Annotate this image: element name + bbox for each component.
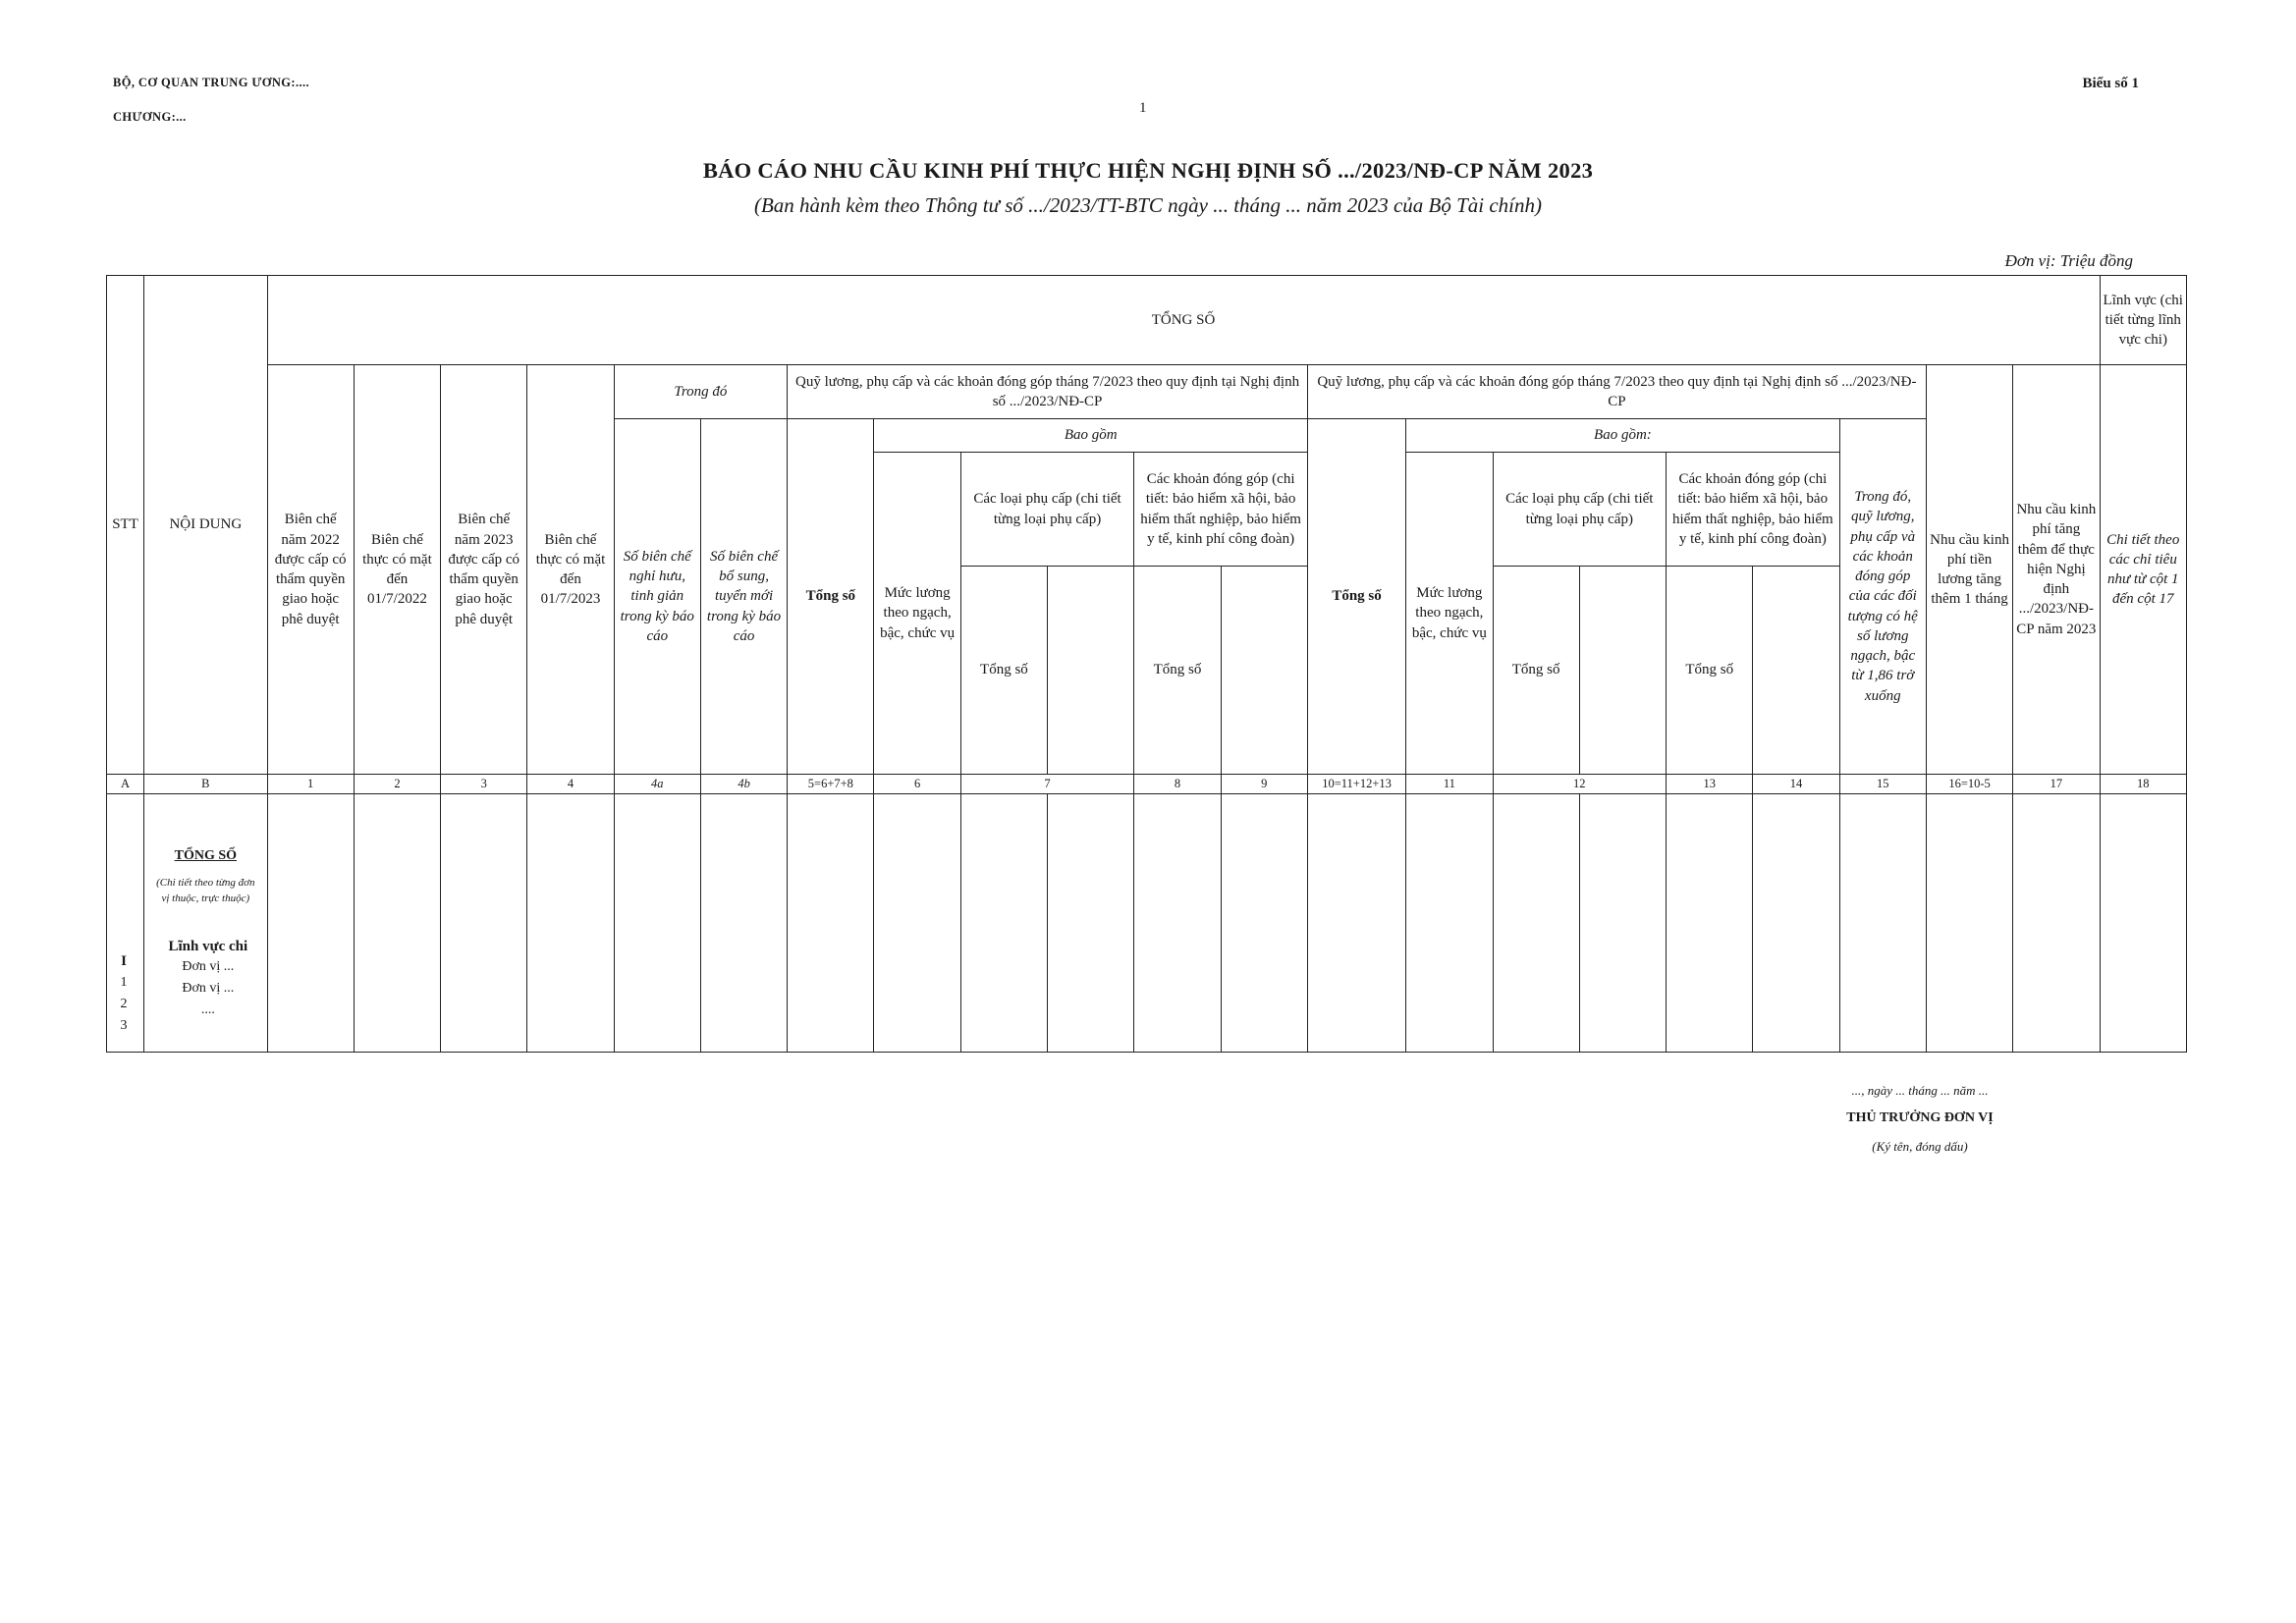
signature-date: ..., ngày ... tháng ... năm ... (1851, 1083, 1989, 1098)
agency-label: BỘ, CƠ QUAN TRUNG ƯƠNG:.... (113, 76, 310, 89)
header-col-14-detail (1753, 567, 1839, 775)
header-group-1: Quỹ lương, phụ cấp và các khoản đóng góp tháng 7/2023 theo quy định tại Nghị định số .../2023/NĐ-CP (788, 365, 1308, 419)
col-number: 4a (614, 775, 700, 794)
field-number: I (121, 953, 127, 970)
header-trong-do: Trong đó (614, 365, 788, 419)
header-col-1: Biên chế năm 2022 được cấp có thẩm quyền giao hoặc phê duyệt (267, 365, 354, 775)
col-number: 2 (354, 775, 440, 794)
header-col-12-detail (1579, 567, 1666, 775)
col-number: 18 (2100, 775, 2186, 794)
col-number: 7 (960, 775, 1134, 794)
unit-row-label: .... (200, 1002, 215, 1018)
data-cell (354, 793, 440, 1052)
body-stt-cell (107, 793, 144, 1052)
header-col-4: Biên chế thực có mặt đến 01/7/2023 (527, 365, 614, 775)
data-cell (1753, 793, 1839, 1052)
data-cell (2013, 793, 2100, 1052)
header-col-16: Nhu cầu kinh phí tiền lương tăng thêm 1 tháng (1926, 365, 2012, 775)
header-content: NỘI DUNG (144, 276, 267, 775)
header-col-8-total: Tổng số (1134, 567, 1221, 775)
document-subtitle: (Ban hành kèm theo Thông tư số .../2023/TT-BTC ngày ... tháng ... năm 2023 của Bộ Tài chính) (753, 193, 1543, 217)
col-number: 11 (1406, 775, 1493, 794)
header-col-13-14: Các khoản đóng góp (chi tiết: bảo hiểm xã hội, bảo hiểm thất nghiệp, bảo hiểm y tế, kinh phí công đoàn) (1667, 453, 1840, 567)
chapter-label: CHƯƠNG:... (113, 110, 187, 124)
data-cell (960, 793, 1047, 1052)
header-col-9-detail (1221, 567, 1307, 775)
header-bao-gom-1: Bao gồm (874, 419, 1307, 453)
header-col-13-total: Tổng số (1667, 567, 1753, 775)
data-cell (1667, 793, 1753, 1052)
header-group-2: Quỹ lương, phụ cấp và các khoản đóng góp tháng 7/2023 theo quy định tại Nghị định số .../2023/NĐ-CP (1307, 365, 1926, 419)
header-col-7-detail (1048, 567, 1134, 775)
document-title: BÁO CÁO NHU CẦU KINH PHÍ THỰC HIỆN NGHỊ ĐỊNH SỐ .../2023/NĐ-CP NĂM 2023 (702, 158, 1594, 183)
header-col-5: Tổng số (788, 419, 874, 775)
header-col-2: Biên chế thực có mặt đến 01/7/2022 (354, 365, 440, 775)
row-number: 2 (120, 996, 128, 1011)
data-cell (1926, 793, 2012, 1052)
col-number: 4b (700, 775, 787, 794)
header-col-12-total: Tổng số (1493, 567, 1579, 775)
col-number: 9 (1221, 775, 1307, 794)
table-body-row (107, 793, 2187, 1052)
form-number: Biểu số 1 (2082, 76, 2139, 91)
report-table (106, 275, 2187, 1053)
col-number: 1 (267, 775, 354, 794)
data-cell (788, 793, 874, 1052)
header-tong-so: TỔNG SỐ (267, 276, 2100, 365)
data-cell (1839, 793, 1926, 1052)
data-cell (1307, 793, 1405, 1052)
page-number: 1 (1139, 100, 1147, 116)
signature-note: (Ký tên, đóng dấu) (1872, 1139, 1968, 1154)
col-number: 17 (2013, 775, 2100, 794)
field-label: Lĩnh vực chi (168, 939, 248, 955)
unit-row-label: Đơn vị ... (182, 981, 235, 997)
header-col-3: Biên chế năm 2023 được cấp có thẩm quyền giao hoặc phê duyệt (441, 365, 527, 775)
data-cell (527, 793, 614, 1052)
total-note: (Chi tiết theo từng đơn vị thuộc, trực thuộc) (156, 877, 255, 905)
header-bao-gom-2: Bao gồm: (1406, 419, 1839, 453)
unit-label: Đơn vị: Triệu đồng (2004, 251, 2133, 270)
data-cell (2100, 793, 2186, 1052)
col-number: 5=6+7+8 (788, 775, 874, 794)
data-cell (1579, 793, 1666, 1052)
col-number: 4 (527, 775, 614, 794)
data-cell (700, 793, 787, 1052)
col-number: A (107, 775, 144, 794)
header-col-11: Mức lương theo ngạch, bậc, chức vụ (1406, 453, 1493, 775)
col-number: 14 (1753, 775, 1839, 794)
header-col-12: Các loại phụ cấp (chi tiết từng loại phụ cấp) (1493, 453, 1667, 567)
header-col-7-total: Tổng số (960, 567, 1047, 775)
col-number: B (144, 775, 267, 794)
col-number: 16=10-5 (1926, 775, 2012, 794)
body-content-cell (144, 793, 267, 1052)
data-cell (1406, 793, 1493, 1052)
data-cell (874, 793, 960, 1052)
unit-row-label: Đơn vị ... (182, 959, 235, 975)
data-cell (1493, 793, 1579, 1052)
header-stt: STT (107, 276, 144, 775)
col-number: 15 (1839, 775, 1926, 794)
row-number: 1 (120, 974, 128, 990)
header-col-7: Các loại phụ cấp (chi tiết từng loại phụ cấp) (960, 453, 1134, 567)
header-col-17: Nhu cầu kinh phí tăng thêm để thực hiện Nghị định .../2023/NĐ-CP năm 2023 (2013, 365, 2100, 775)
data-cell (1221, 793, 1307, 1052)
header-field: Lĩnh vực (chi tiết từng lĩnh vực chi) (2100, 276, 2186, 365)
data-cell (1134, 793, 1221, 1052)
data-cell (267, 793, 354, 1052)
header-col-10: Tổng số (1307, 419, 1405, 775)
col-number: 3 (441, 775, 527, 794)
total-label: TỔNG SỐ (174, 848, 238, 864)
header-col-18: Chi tiết theo các chỉ tiêu như từ cột 1 đến cột 17 (2100, 365, 2186, 775)
col-number: 12 (1493, 775, 1667, 794)
data-cell (1048, 793, 1134, 1052)
col-number: 10=11+12+13 (1307, 775, 1405, 794)
column-number-row (107, 775, 2187, 794)
data-cell (614, 793, 700, 1052)
col-number: 8 (1134, 775, 1221, 794)
header-col-4b: Số biên chế bổ sung, tuyển mới trong kỳ báo cáo (700, 419, 787, 775)
header-col-15: Trong đó, quỹ lương, phụ cấp và các khoản đóng góp của các đối tượng có hệ số lương ngạch, bậc từ 1,86 trở xuống (1839, 419, 1926, 775)
header-col-6: Mức lương theo ngạch, bậc, chức vụ (874, 453, 960, 775)
col-number: 6 (874, 775, 960, 794)
data-cell (441, 793, 527, 1052)
row-number: 3 (120, 1017, 128, 1033)
col-number: 13 (1667, 775, 1753, 794)
header-col-8-9: Các khoản đóng góp (chi tiết: bảo hiểm xã hội, bảo hiểm thất nghiệp, bảo hiểm y tế, kinh phí công đoàn) (1134, 453, 1308, 567)
signature-title: THỦ TRƯỞNG ĐƠN VỊ (1846, 1110, 1994, 1125)
header-col-4a: Số biên chế nghỉ hưu, tinh giản trong kỳ báo cáo (614, 419, 700, 775)
